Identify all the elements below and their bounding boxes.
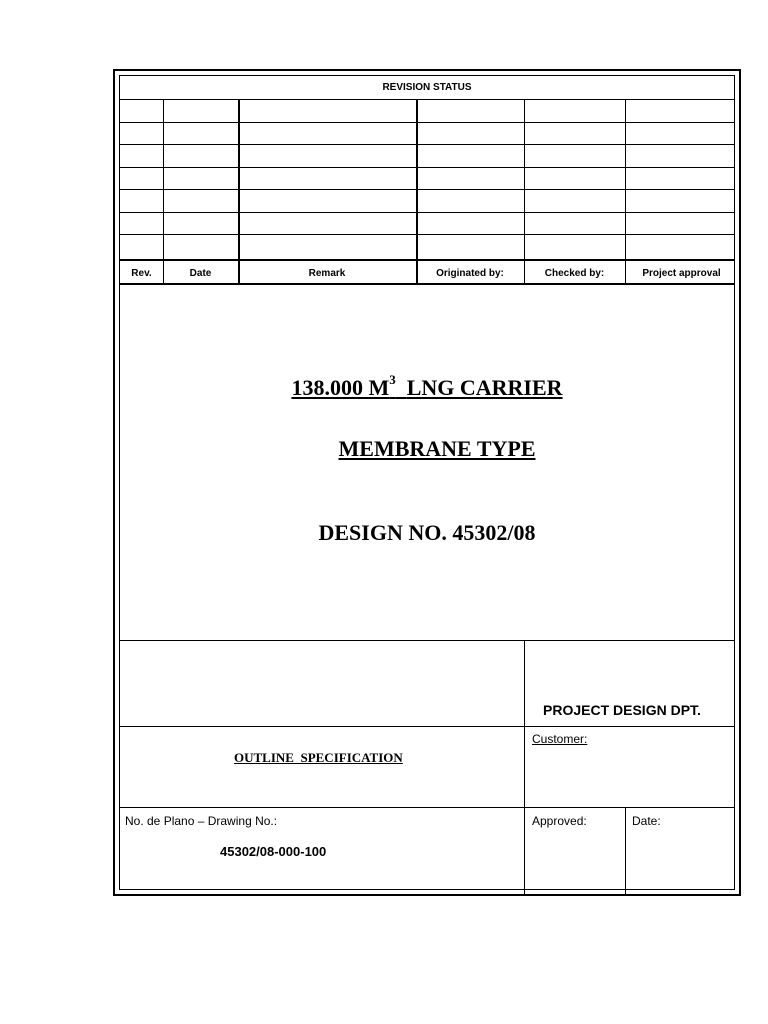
- header-date: Date: [189, 267, 212, 279]
- drawing-number-label: No. de Plano – Drawing No.:: [125, 814, 278, 828]
- membrane-type-title: [140, 436, 734, 462]
- revision-status-title: REVISION STATUS: [382, 82, 472, 93]
- revision-row-line: [120, 212, 734, 213]
- project-design-department: PROJECT DESIGN DPT.: [543, 702, 701, 718]
- revision-row-line: [120, 122, 734, 123]
- header-project-approval: Project approval: [642, 267, 721, 279]
- header-rev: Rev.: [131, 267, 152, 279]
- vessel-title: [120, 372, 734, 401]
- header-originated-by: Originated by:: [436, 267, 504, 279]
- document-frame: [113, 69, 741, 896]
- approval-date-col-line: [625, 807, 626, 895]
- revision-col-line: [416, 99, 418, 284]
- revision-col-line: [524, 99, 525, 284]
- header-checked-by: Checked by:: [544, 267, 605, 279]
- customer-label: Customer:: [532, 732, 588, 746]
- revision-row-line: [120, 144, 734, 145]
- vessel-type: LNG CARRIER: [406, 375, 563, 400]
- revision-col-line: [163, 99, 164, 284]
- document-inner-frame: [119, 75, 735, 890]
- outline-specification: OUTLINE SPECIFICATION: [234, 750, 403, 765]
- header-remark: Remark: [308, 267, 346, 279]
- lower-block-top-line: [120, 640, 734, 641]
- membrane-type-text: MEMBRANE TYPE: [338, 436, 536, 461]
- revision-row-line: [120, 167, 734, 168]
- design-number-title: [120, 520, 734, 546]
- lower-block-mid-line: [120, 726, 734, 727]
- design-number-text: DESIGN NO. 45302/08: [318, 520, 536, 545]
- revision-row-line: [120, 234, 734, 235]
- revision-title-divider: [120, 99, 734, 100]
- date-label: Date:: [632, 814, 661, 828]
- drawing-number: 45302/08-000-100: [220, 844, 327, 859]
- lower-block-col-line: [524, 640, 525, 895]
- revision-row-line: [120, 189, 734, 190]
- cubic-superscript: 3: [389, 372, 396, 387]
- approved-label: Approved:: [532, 814, 587, 828]
- revision-header-top-line: [120, 259, 734, 261]
- revision-col-line: [625, 99, 626, 284]
- vessel-capacity: 138.000 M: [291, 375, 390, 400]
- revision-col-line: [238, 99, 240, 284]
- lower-block-bottom-line: [120, 807, 734, 808]
